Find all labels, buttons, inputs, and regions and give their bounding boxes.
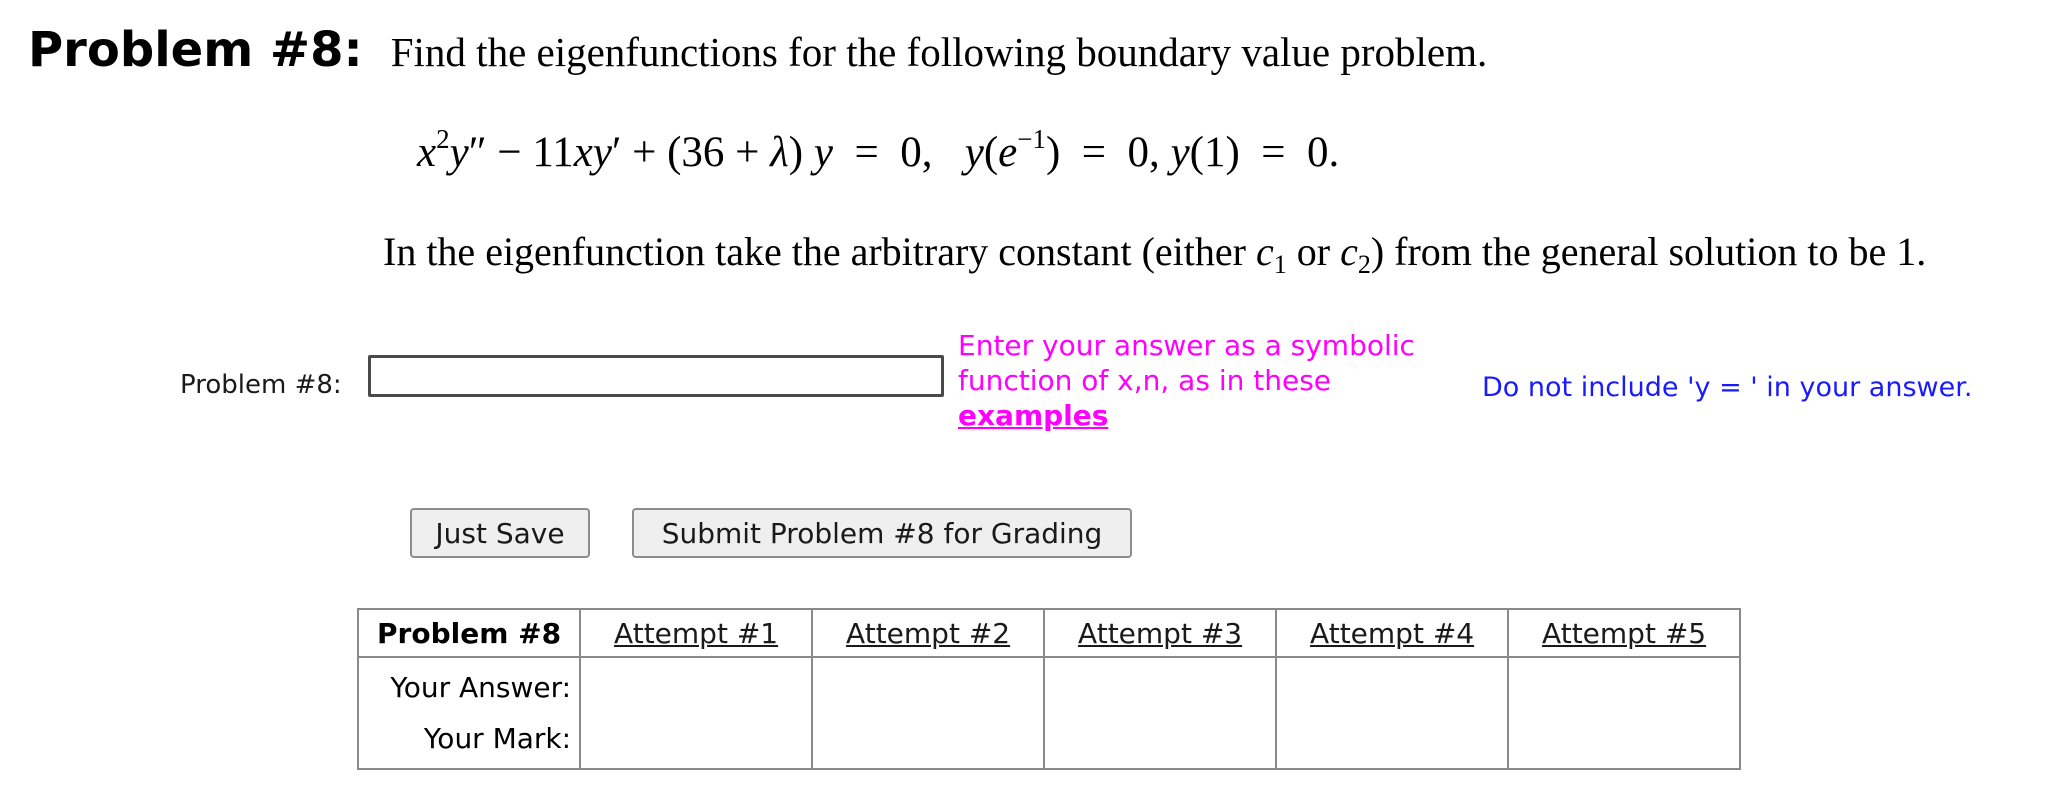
attempts-table-header: Problem #8 bbox=[358, 609, 580, 657]
attempt-2-link[interactable]: Attempt #2 bbox=[846, 616, 1011, 650]
examples-link[interactable]: examples bbox=[958, 399, 1109, 432]
problem-statement: Find the eigenfunctions for the following boundary value problem. bbox=[390, 29, 1488, 75]
instruction-text: In the eigenfunction take the arbitrary constant (either $c_1$ or $c_2$) from the general solution to be 1. bbox=[383, 229, 1927, 279]
attempt-4-link[interactable]: Attempt #4 bbox=[1310, 616, 1475, 650]
attempt-1-cell bbox=[580, 657, 812, 769]
attempt-3-cell bbox=[1044, 657, 1276, 769]
attempts-body-row bbox=[358, 657, 1740, 769]
attempt-5-header[interactable] bbox=[1508, 609, 1740, 657]
your-mark-label: Your Mark: bbox=[423, 722, 572, 755]
attempt-2-cell bbox=[812, 657, 1044, 769]
attempt-3-link[interactable]: Attempt #3 bbox=[1078, 616, 1243, 650]
attempts-table bbox=[357, 608, 1741, 770]
your-answer-label: Your Answer: bbox=[390, 671, 572, 704]
hint-line-2: function of x,n, as in these bbox=[958, 364, 1332, 397]
attempt-2-header[interactable] bbox=[812, 609, 1044, 657]
attempt-5-link[interactable]: Attempt #5 bbox=[1542, 616, 1707, 650]
problem-label: Problem #8: bbox=[28, 22, 363, 78]
differential-equation: $x^2y'' - 11xy' + (36 + \lambda) y = 0$, $y(e^{-1}) = 0$, y(1) = 0. bbox=[417, 124, 1340, 176]
answer-field-label: Problem #8: bbox=[180, 370, 342, 400]
attempt-5-cell bbox=[1508, 657, 1740, 769]
row-labels bbox=[358, 657, 580, 769]
format-note: Do not include 'y = ' in your answer. bbox=[1482, 372, 1973, 403]
problem-header bbox=[28, 22, 1487, 92]
attempts-header-row bbox=[358, 609, 1740, 657]
attempt-3-header[interactable] bbox=[1044, 609, 1276, 657]
hint-line-1: Enter your answer as a symbolic bbox=[958, 329, 1415, 362]
answer-input[interactable] bbox=[368, 355, 944, 397]
answer-hint bbox=[958, 328, 1415, 433]
attempt-4-header[interactable] bbox=[1276, 609, 1508, 657]
submit-for-grading-button[interactable]: Submit Problem #8 for Grading bbox=[632, 508, 1132, 558]
attempt-4-cell bbox=[1276, 657, 1508, 769]
attempt-1-header[interactable] bbox=[580, 609, 812, 657]
attempt-1-link[interactable]: Attempt #1 bbox=[614, 616, 779, 650]
just-save-button[interactable]: Just Save bbox=[410, 508, 590, 558]
